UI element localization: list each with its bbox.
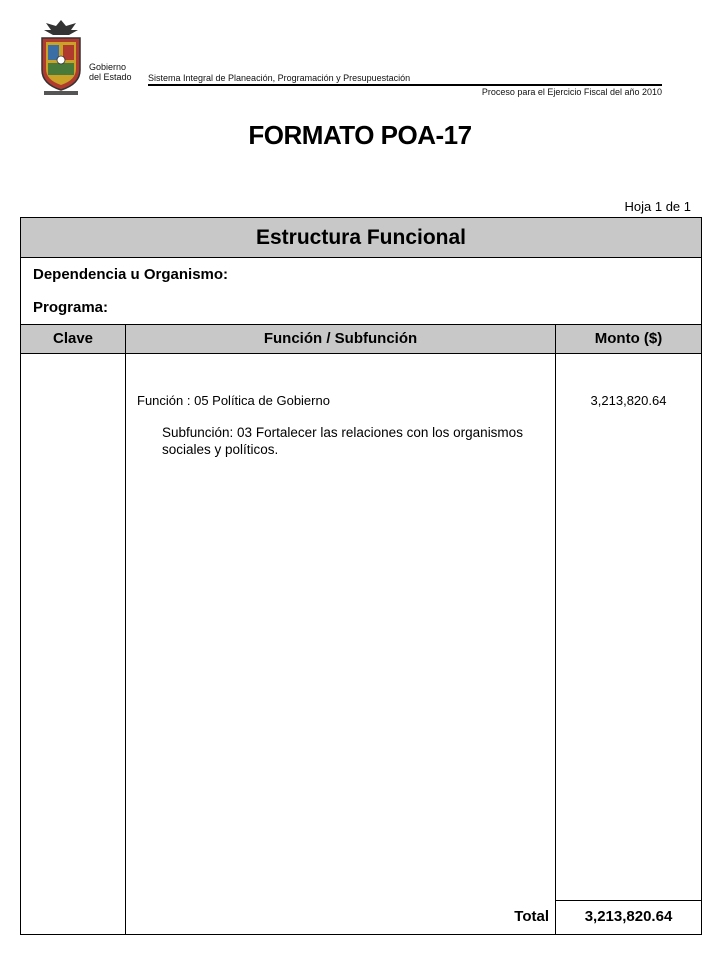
subfuncion-text: Subfunción: 03 Fortalecer las relaciones con los organismos sociales y políticos.: [162, 425, 523, 457]
page-title: FORMATO POA-17: [248, 120, 472, 150]
funcion-monto: 3,213,820.64: [590, 393, 667, 408]
programa-label: Programa:: [33, 299, 109, 316]
state-seal-icon: [36, 18, 86, 96]
dependencia-label: Dependencia u Organismo:: [33, 266, 229, 283]
page-number: Hoja 1 de 1: [624, 199, 691, 214]
column-header-row: [21, 324, 701, 354]
column-header-clave: Clave: [52, 330, 94, 347]
form-banner: Estructura Funcional: [21, 218, 701, 258]
process-label: Proceso para el Ejercicio Fiscal del año 2010: [481, 87, 662, 97]
header-rule: [148, 84, 662, 86]
column-divider: [555, 324, 556, 934]
funcion-text: Función : 05 Política de Gobierno: [137, 393, 330, 408]
system-name: Sistema Integral de Planeación, Programación y Presupuestación: [148, 73, 411, 83]
column-divider: [125, 324, 126, 934]
gobierno-line-2: del Estado: [89, 72, 132, 82]
form-table: [20, 217, 702, 935]
gobierno-line-1: Gobierno: [89, 62, 127, 72]
total-label: Total: [514, 908, 549, 925]
column-header-funcion: Función / Subfunción: [263, 330, 418, 347]
column-header-monto: Monto ($): [594, 330, 663, 347]
gobierno-label: [89, 62, 132, 82]
total-value: 3,213,820.64: [584, 908, 673, 925]
